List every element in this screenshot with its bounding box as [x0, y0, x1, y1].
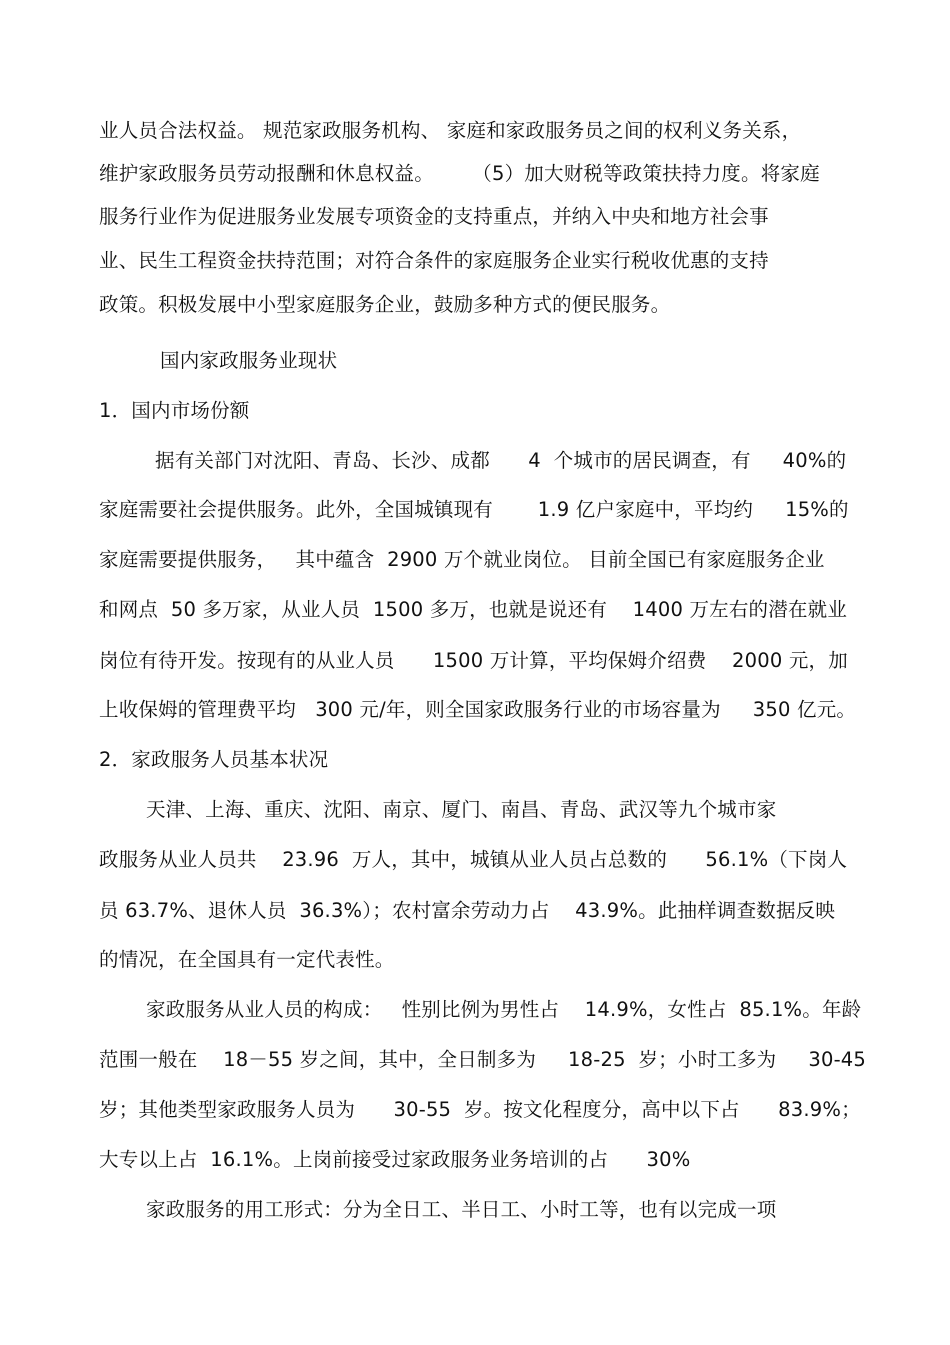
- paragraph-line: 天津、上海、重庆、沈阳、南京、厦门、南昌、青岛、武汉等九个城市家: [146, 798, 777, 821]
- paragraph-line: 家庭需要社会提供服务。此外，全国城镇现有 1.9 亿户家庭中，平均约 15%的: [99, 498, 849, 521]
- paragraph-line: 上收保姆的管理费平均 300 元/年，则全国家政服务行业的市场容量为 350 亿元。: [99, 698, 857, 721]
- paragraph-line: 家庭需要提供服务， 其中蕴含 2900 万个就业岗位。 目前全国已有家庭服务企业: [99, 548, 825, 571]
- paragraph-line: 岁；其他类型家政服务人员为 30-55 岁。按文化程度分，高中以下占 83.9%；: [99, 1098, 861, 1121]
- paragraph-line: 家政服务从业人员的构成： 性别比例为男性占 14.9%，女性占 85.1%。年龄: [146, 998, 862, 1021]
- paragraph-line: 的情况，在全国具有一定代表性。: [99, 948, 395, 971]
- paragraph-line: 大专以上占 16.1%。上岗前接受过家政服务业务培训的占 30%: [99, 1148, 691, 1171]
- paragraph-line: 服务行业作为促进服务业发展专项资金的支持重点，并纳入中央和地方社会事: [99, 205, 769, 228]
- paragraph-line: 据有关部门对沈阳、青岛、长沙、成都 4 个城市的居民调查，有 40%的: [155, 449, 847, 472]
- paragraph-line: 家政服务的用工形式：分为全日工、半日工、小时工等，也有以完成一项: [146, 1198, 777, 1221]
- paragraph-line: 范围一般在 18－55 岁之间，其中，全日制多为 18-25 岁；小时工多为 30-45: [99, 1048, 867, 1071]
- subsection-heading: 2．家政服务人员基本状况: [99, 748, 329, 771]
- paragraph-line: 业、民生工程资金扶持范围；对符合条件的家庭服务企业实行税收优惠的支持: [99, 249, 769, 272]
- paragraph-line: 员 63.7%、退休人员 36.3%）；农村富余劳动力占 43.9%。此抽样调查数据反映: [99, 899, 836, 922]
- subsection-heading: 1．国内市场份额: [99, 399, 250, 422]
- paragraph-line: 和网点 50 多万家，从业人员 1500 多万，也就是说还有 1400 万左右的潜在就业: [99, 598, 848, 621]
- paragraph-line: 政策。积极发展中小型家庭服务企业，鼓励多种方式的便民服务。: [99, 293, 671, 316]
- paragraph-line: 业人员合法权益。 规范家政服务机构、 家庭和家政服务员之间的权利义务关系，: [99, 119, 802, 142]
- paragraph-line: 维护家政服务员劳动报酬和休息权益。 （5）加大财税等政策扶持力度。将家庭: [99, 162, 820, 185]
- section-heading: 国内家政服务业现状: [160, 349, 338, 372]
- paragraph-line: 政服务从业人员共 23.96 万人，其中，城镇从业人员占总数的 56.1%（下岗人: [99, 848, 848, 871]
- paragraph-line: 岗位有待开发。按现有的从业人员 1500 万计算，平均保姆介绍费 2000 元，加: [99, 649, 848, 672]
